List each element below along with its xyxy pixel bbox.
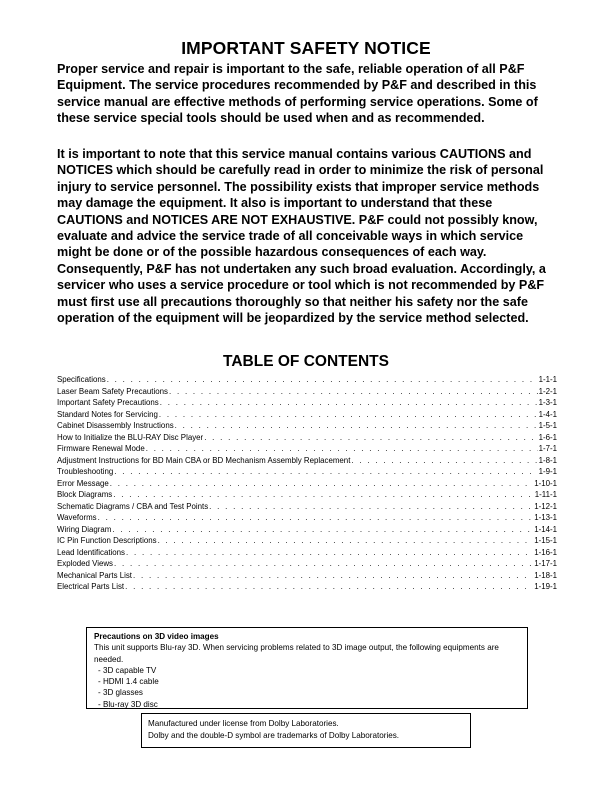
list-item: - 3D capable TV [98, 665, 157, 675]
toc-entry [57, 409, 557, 421]
toc-entry [57, 455, 557, 467]
toc-entry-page: 1-10-1 [534, 478, 557, 488]
toc-leader-dots [169, 386, 538, 398]
toc-leader-dots [112, 524, 533, 536]
toc-entry [57, 535, 557, 547]
toc-entry-page: 1-11-1 [534, 490, 557, 499]
toc-entry-label: Waveforms [57, 513, 97, 522]
page-title: IMPORTANT SAFETY NOTICE [181, 38, 431, 58]
toc-entry-label: Troubleshooting [57, 467, 114, 476]
toc-leader-dots [158, 535, 534, 547]
toc-entry-page: 1-1-1 [538, 375, 557, 384]
toc-leader-dots [114, 558, 533, 570]
toc-entry [57, 489, 557, 501]
toc-entry-page: 1-7-1 [538, 444, 557, 453]
toc-entry [57, 501, 557, 513]
toc-entry-label: Lead Identifications [57, 547, 125, 557]
toc-entry-label: Wiring Diagram [57, 524, 112, 534]
toc-entry-page: 1-12-1 [534, 501, 557, 511]
toc-leader-dots [126, 547, 533, 559]
list-item: - 3D glasses [98, 688, 143, 698]
toc-leader-dots [110, 478, 533, 490]
toc-entry [57, 512, 557, 524]
toc-entry-page: 1-4-1 [538, 409, 557, 419]
toc-leader-dots [159, 409, 538, 421]
list-item: - HDMI 1.4 cable [98, 677, 159, 687]
dolby-line-1: Manufactured under license from Dolby Laboratories. [148, 719, 339, 728]
toc-leader-dots [351, 455, 537, 467]
toc-entry-page: 1-9-1 [538, 467, 557, 476]
toc-entry-label: IC Pin Function Descriptions [57, 536, 157, 545]
toc-entry-page: 1-8-1 [538, 455, 557, 465]
toc-entry-label: Adjustment Instructions for BD Main CBA or BD Mechanism Assembly Replacement [57, 455, 351, 465]
toc-entry-label: Firmware Renewal Mode [57, 444, 145, 453]
toc-title: TABLE OF CONTENTS [223, 353, 389, 370]
dolby-notice-box [141, 713, 471, 748]
toc-entry [57, 374, 557, 386]
precautions-3d-body: This unit supports Blu-ray 3D. When servicing problems related to 3D image output, the following equipments are needed. [94, 643, 499, 664]
toc-entry [57, 524, 557, 536]
toc-leader-dots [125, 581, 533, 593]
toc-entry-label: Standard Notes for Servicing [57, 409, 158, 419]
toc-entry-label: How to Initialize the BLU-RAY Disc Player [57, 432, 204, 442]
toc-entry-label: Schematic Diagrams / CBA and Test Points [57, 501, 209, 511]
toc-entry [57, 386, 557, 398]
toc-entry-label: Electrical Parts List [57, 582, 125, 591]
dolby-line-2: Dolby and the double-D symbol are trademarks of Dolby Laboratories. [148, 731, 400, 741]
toc-leader-dots [204, 432, 537, 444]
toc-leader-dots [209, 501, 533, 513]
toc-entry-page: 1-19-1 [534, 582, 557, 591]
toc-entry [57, 432, 557, 444]
toc-entry [57, 466, 557, 478]
precautions-3d-title: Precautions on 3D video images [94, 632, 219, 641]
toc-entry [57, 397, 557, 409]
toc-entry [57, 558, 557, 570]
table-of-contents [57, 374, 557, 593]
toc-entry [57, 570, 557, 582]
list-item: - Blu-ray 3D disc [98, 699, 158, 709]
toc-entry-page: 1-13-1 [534, 513, 557, 522]
toc-entry-label: Block Diagrams [57, 490, 113, 499]
toc-entry-label: Error Message [57, 478, 109, 488]
toc-leader-dots [133, 570, 533, 582]
toc-entry-label: Cabinet Disassembly Instructions [57, 421, 174, 430]
toc-entry-page: 1-16-1 [534, 547, 557, 557]
toc-entry-page: 1-2-1 [538, 386, 557, 396]
safety-paragraph-2: It is important to note that this service manual contains various CAUTIONS and NOTICES which should be carefully read in order to minimize the risk of personal injury to service personnel. The possibility exists that improper service methods may damage the equipment. It also is important to understand that these CAUTIONS and NOTICES ARE NOT EXHAUSTIVE. P&F could not possibly know, evaluate and advice the service trade of all conceivable ways in which service might be done or of the possible hazardous consequences of each way. Consequently, P&F has not undertaken any such broad evaluation. Accordingly, a servicer who uses a service procedure or tool which is not recommended by P&F must first use all precautions thoroughly so that neither his safety nor the safe operation of the equipment will be jeopardized by the service method selected. [57, 147, 546, 326]
toc-entry-page: 1-5-1 [538, 421, 557, 430]
toc-leader-dots [98, 512, 534, 524]
toc-entry [57, 478, 557, 490]
toc-entry-label: Specifications [57, 375, 106, 384]
toc-entry-label: Mechanical Parts List [57, 570, 132, 580]
toc-entry-page: 1-3-1 [538, 398, 557, 407]
toc-leader-dots [107, 374, 538, 386]
toc-entry-label: Important Safety Precautions [57, 398, 159, 407]
toc-leader-dots [160, 397, 538, 409]
toc-entry-page: 1-18-1 [534, 570, 557, 580]
toc-entry [57, 581, 557, 593]
toc-leader-dots [114, 466, 537, 478]
toc-entry [57, 547, 557, 559]
precautions-3d-box [86, 627, 528, 709]
toc-entry-page: 1-15-1 [534, 536, 557, 545]
safety-paragraph-1: Proper service and repair is important to the safe, reliable operation of all P&F Equipment. The service procedures recommended by P&F and described in this service manual are effective methods of performing service operations. Some of these service special tools should be used when and as recommended. [57, 62, 538, 126]
toc-entry [57, 443, 557, 455]
toc-entry-label: Exploded Views [57, 559, 114, 568]
toc-entry-page: 1-17-1 [534, 559, 557, 568]
toc-leader-dots [175, 420, 538, 432]
toc-leader-dots [146, 443, 538, 455]
toc-entry-page: 1-6-1 [538, 432, 557, 442]
toc-entry-label: Laser Beam Safety Precautions [57, 386, 168, 396]
toc-entry [57, 420, 557, 432]
toc-entry-page: 1-14-1 [534, 524, 557, 534]
precautions-3d-list [94, 665, 520, 710]
toc-leader-dots [113, 489, 534, 501]
